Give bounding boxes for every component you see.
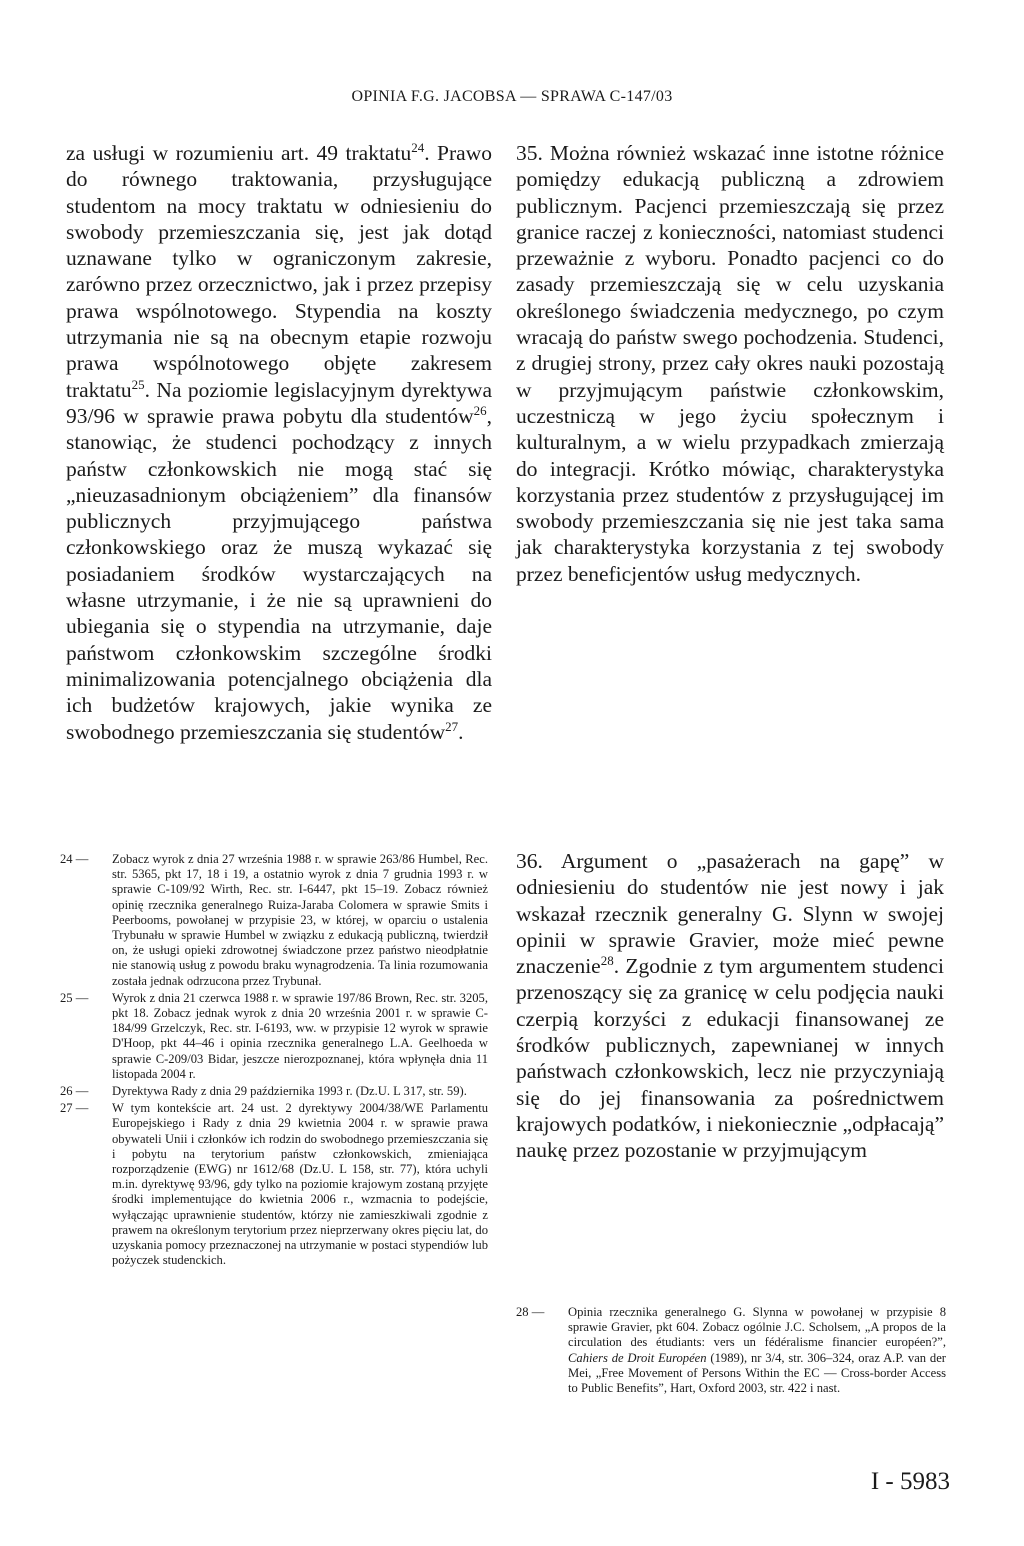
footnote-ref-26[interactable]: 26 [473,402,487,418]
footnote-number: 25 — [60,990,89,1005]
footnote-number: 26 — [60,1084,89,1099]
footnote-28 [516,1305,946,1396]
footnote-27 [60,1101,488,1268]
footnote-number: 27 — [60,1101,89,1116]
text-segment: , stanowiąc, że studenci pochodzący z innych państw członkowskich nie mogą stać się „nieuzasadnionym obciążeniem” dla finansów publicznych przyjmującego państwa członkowskiego oraz że muszą wykazać się posiadaniem środków wystarczających na własne utrzymanie, i że nie są uprawnieni do ubiegania się o stypendia na utrzymanie, daje państwom członkowskim szczególne środki minimalizowania potencjalnego obciążenia dla ich budżetów krajowych, jakie wynika ze swobodnego przemieszczania się studentów [66,403,492,744]
footnote-ref-27[interactable]: 27 [445,718,459,734]
footnotes-left [60,852,488,1270]
text-segment: . [458,719,464,744]
text-segment: za usługi w rozumieniu art. 49 traktatu [66,141,412,165]
footnote-text: Wyrok z dnia 21 czerwca 1988 r. w sprawie 197/86 Brown, Rec. str. 3205, pkt 18. Zobacz jednak wyrok z dnia 20 września 2001 r. w sprawie C-184/99 Grzelczyk, Rec. str. I-6193, ww. w przypisie 12 wyrok w sprawie D'Hoop, pkt 44–46 i opinia rzecznika generalnego L.A. Geelhoeda w sprawie C-209/03 Bidar, jeszcze nierozpoznanej, która wpłynęła dnia 11 listopada 2004 r. [112,990,488,1081]
text-segment: . Prawo do równego traktowania, przysługujące studentom na mocy traktatu w odniesieniu do swobody przemieszczania się, jest jak dotąd uznawane tylko w ograniczonym zakresie, zarówno przez orzecznictwo, jak i przez przepisy prawa wspólnotowego. Stypendia na koszty utrzymania nie są na obecnym etapie rozwoju prawa wspólnotowego objęte zakresem traktatu [66,141,492,402]
right-column-top [516,140,944,587]
text-segment: . Zgodnie z tym argumentem studenci przenoszący się za granicę w celu podjęcia nauki czerpią korzyści z edukacji finansowanej ze środków publicznych, zapewnianej w innych państwach członkowskich, lecz nie przyczyniają się do jej finansowania za pośrednictwem krajowych podatków, i niekoniecznie „odpłacają” naukę przez pozostanie w przyjmującym [516,954,944,1163]
footnote-ref-28[interactable]: 28 [600,953,614,969]
text-segment: 36. Argument o „pasażerach na gapę” w odniesieniu do studentów nie jest nowy i jak wskazał rzecznik generalny G. Slynn w swojej opinii w sprawie Gravier, może mieć pewne znaczenie [516,849,944,979]
text-segment: (1989), nr 3/4, str. 306–324, oraz A.P. van der Mei, „Free Movement of Persons Within the EC — Cross-border Access to Public Benefits”, Hart, Oxford 2003, str. 422 i nast. [568,1350,946,1396]
footnote-26 [60,1084,488,1099]
footnote-number: 28 — [516,1305,545,1319]
running-header: OPINIA F.G. JACOBSA — SPRAWA C-147/03 [351,88,673,105]
footnote-ref-24[interactable]: 24 [411,139,425,155]
journal-title: Cahiers de Droit Européen [568,1350,707,1365]
footnote-25 [60,991,488,1082]
footnote-number: 24 — [60,852,89,866]
footnote-text: W tym kontekście art. 24 ust. 2 dyrektywy 2004/38/WE Parlamentu Europejskiego i Rady z dnia 29 kwietnia 2004 r. w sprawie prawa obywateli Unii i członków ich rodzin do swobodnego przemieszczania się i pobytu na terytorium państw członkowskich, zmieniająca rozporządzenie (EWG) nr 1612/68 (Dz.U. L 158, str. 77), która uchyli m.in. dyrektywę 93/96, gdy tylko na poziomie krajowym zostaną przyjęte środki implementujące do kwietnia 2006 r., wzmacnia to podejście, wyłączając uprawnienie studentów, którzy nie zamieszkiwali zgodnie z prawem na określonym terytorium przez nieprzerwany okres pięciu lat, do uzyskania pomocy przeznaczonej na utrzymanie w postaci stypendiów lub pożyczek studenckich. [112,1101,488,1268]
footnote-ref-25[interactable]: 25 [131,376,145,392]
text-segment: . Na poziomie legislacyjnym dyrektywa 93/96 w sprawie prawa pobytu dla studentów [66,377,492,428]
left-column [66,140,492,745]
text-segment: Opinia rzecznika generalnego G. Slynna w powołanej w przypisie 8 sprawie Gravier, pkt 604. Zobacz ogólnie J.C. Scholsem, „A propos de la circulation des étudiants: vers un fédéralisme financier européen?”, [568,1305,946,1350]
footnote-24 [60,852,488,989]
footnote-text: Dyrektywa Rady z dnia 29 października 1993 r. (Dz.U. L 317, str. 59). [112,1084,467,1099]
paragraph-36 [516,848,944,1164]
paragraph-35: 35. Można również wskazać inne istotne różnice pomiędzy edukacją publiczną a zdrowiem publicznym. Pacjenci przemieszczają się przez granice raczej z konieczności, natomiast studenci przeważnie z wyboru. Ponadto pacjenci co do zasady przemieszczają się w celu uzyskania określonego świadczenia medycznego, po czym wracają do państw swego pochodzenia. Studenci, z drugiej strony, przez cały okres nauki pozostają w przyjmującym państwie członkowskim, uczestniczą w jego życiu społecznym i kulturalnym, a w wielu przypadkach zmierzają do integracji. Krótko mówiąc, charakterystyka korzystania przez studentów z przysługującej im swobody przemieszczania się nie jest taka sama jak charakterystyka korzystania z tej swobody przez beneficjentów usług medycznych. [516,141,944,586]
page-number: I - 5983 [870,1468,950,1495]
footnote-text: Zobacz wyrok z dnia 27 września 1988 r. w sprawie 263/86 Humbel, Rec. str. 5365, pkt 17, 18 i 19, a ostatnio wyrok z dnia 7 grudnia 1993 r. w sprawie C-109/92 Wirth, Rec. str. I-6447, pkt 15–19. Zobacz również opinię rzecznika generalnego Ruiza-Jaraba Colomera w sprawie Smits i Peerbooms, powołanej w przypisie 23, w której, w oparciu o ustalenia Trybunału w sprawie Humbel w związku z edukacją publiczną, twierdził on, że usługi opieki zdrowotnej świadczone przez państwo nieodpłatnie nie stanowią usług z powodu braku wynagrodzenia. Ta linia rozumowania została jednak odrzucona przez Trybunał. [112,852,488,988]
footnote-text [568,1305,946,1395]
paragraph-34-continuation [66,140,492,745]
right-column-bottom [516,848,944,1164]
footnotes-right [516,1305,946,1398]
